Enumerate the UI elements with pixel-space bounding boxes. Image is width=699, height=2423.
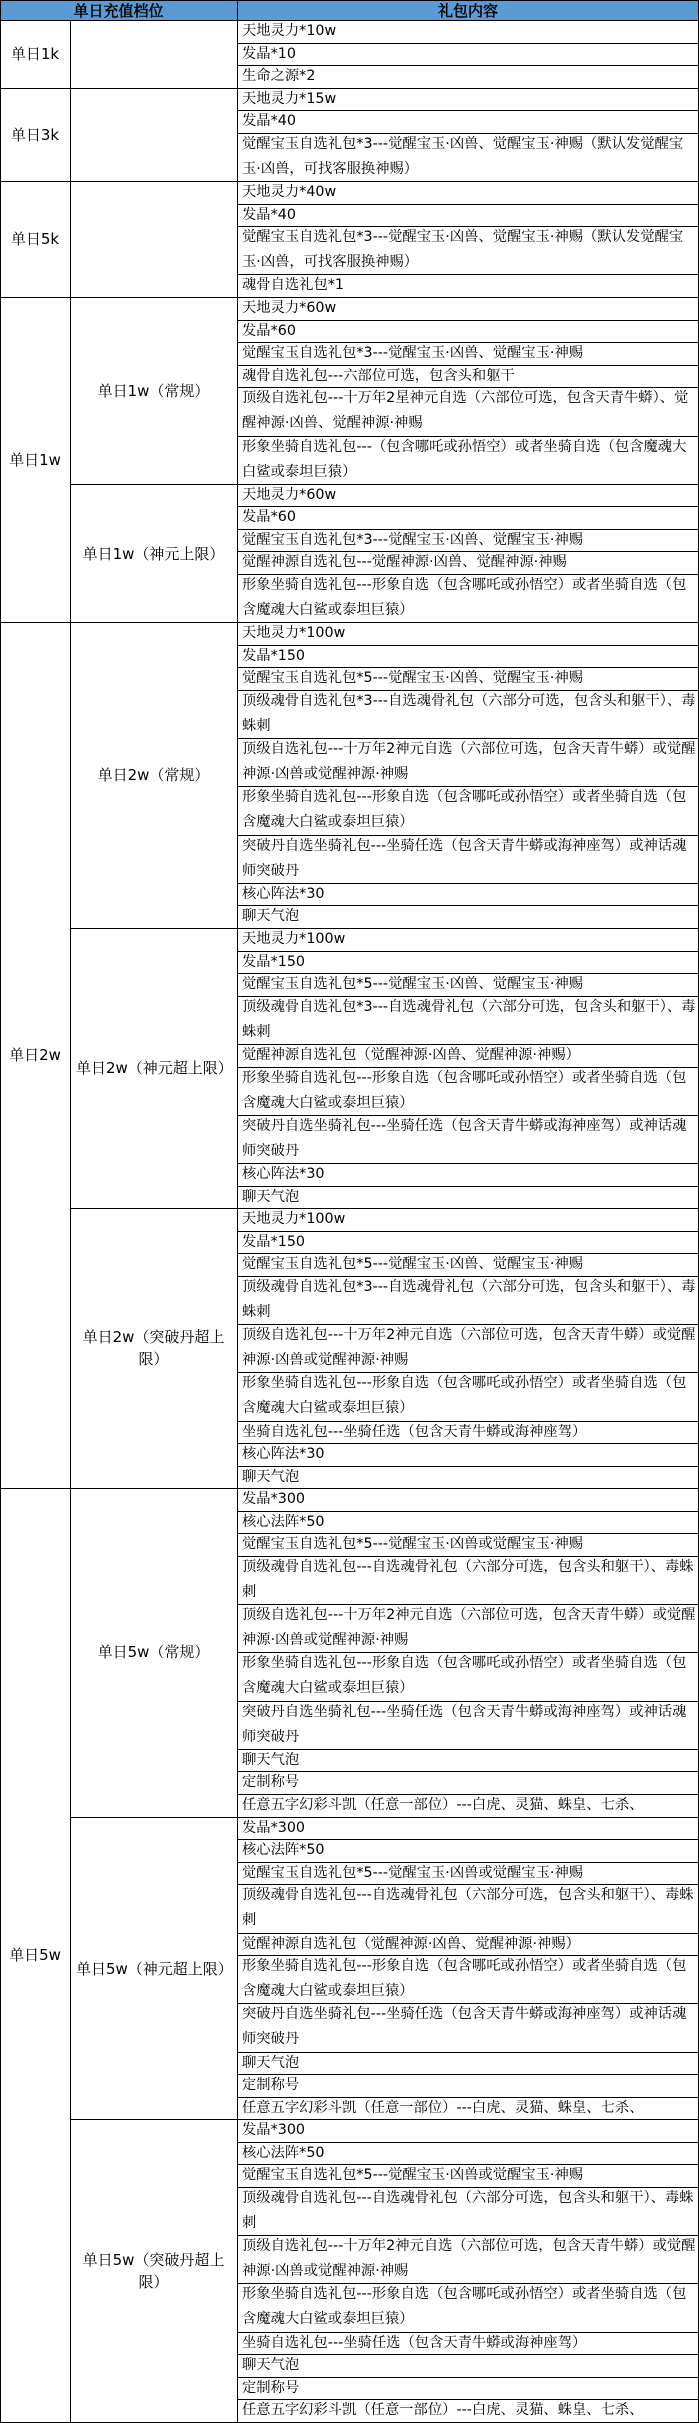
gift-item bbox=[237, 2235, 699, 2283]
grid-hline bbox=[237, 786, 699, 787]
tier-label: 单日3k bbox=[10, 125, 60, 144]
grid-vline bbox=[70, 297, 71, 622]
gift-item-text: 发晶*60 bbox=[242, 323, 296, 339]
gift-item bbox=[237, 1604, 699, 1652]
gift-item-text: 发晶*60 bbox=[242, 509, 296, 525]
sub-tier-label: 单日2w（突破丹超上限） bbox=[82, 1328, 225, 1368]
gift-item bbox=[237, 2142, 699, 2165]
grid-hline bbox=[70, 484, 699, 485]
gift-item-text: 核心法阵*50 bbox=[242, 2145, 325, 2161]
gift-item bbox=[237, 1253, 699, 1276]
gift-item bbox=[237, 928, 699, 951]
sub-tier-label: 单日1w（神元上限） bbox=[82, 544, 225, 563]
gift-item bbox=[237, 574, 699, 622]
gift-item bbox=[237, 1884, 699, 1932]
grid-hline bbox=[70, 1208, 699, 1209]
grid-hline bbox=[0, 20, 699, 21]
grid-hline bbox=[237, 133, 699, 134]
grid-hline bbox=[237, 110, 699, 111]
grid-hline bbox=[237, 1421, 699, 1422]
gift-item bbox=[237, 622, 699, 645]
sub-tier-label: 单日2w（常规） bbox=[97, 766, 210, 784]
gift-item-text: 天地灵力*15w bbox=[242, 91, 337, 107]
grid-hline bbox=[237, 951, 699, 952]
gift-item-text: 发晶*300 bbox=[242, 2122, 306, 2138]
grid-hline bbox=[237, 204, 699, 205]
gift-item bbox=[237, 1421, 699, 1444]
grid-hline bbox=[237, 2399, 699, 2400]
grid-hline bbox=[237, 1794, 699, 1795]
gift-item bbox=[237, 905, 699, 928]
sub-tier-label: 单日1w（常规） bbox=[97, 381, 210, 400]
gift-item bbox=[237, 667, 699, 690]
gift-item-text: 顶级自选礼包---十万年2神元自选（六部位可选，包含天青牛蟒）或觉醒神源·凶兽或觉醒神源·神赐 bbox=[242, 1607, 696, 1648]
gift-item-text: 觉醒神源自选礼包（觉醒神源·凶兽、觉醒神源·神赐） bbox=[242, 1936, 580, 1952]
grid-vline bbox=[70, 181, 71, 297]
gift-item bbox=[237, 529, 699, 552]
grid-hline bbox=[237, 1115, 699, 1116]
gift-item bbox=[237, 484, 699, 507]
gift-item bbox=[237, 110, 699, 133]
gift-item bbox=[237, 2399, 699, 2422]
tier-label: 单日1w bbox=[9, 450, 61, 469]
grid-hline bbox=[237, 1556, 699, 1557]
tier-label: 单日2w bbox=[9, 1046, 61, 1064]
gift-item-text: 发晶*150 bbox=[242, 954, 306, 970]
gift-item-text: 顶级魂骨自选礼包---自选魂骨礼包（六部分可选，包含头和躯干）、毒蛛刺 bbox=[242, 2190, 694, 2231]
gift-item-text: 觉醒神源自选礼包---觉醒神源·凶兽、觉醒神源·神赐 bbox=[242, 554, 567, 570]
gift-item-text: 聊天气泡 bbox=[242, 908, 300, 924]
grid-hline bbox=[237, 387, 699, 388]
grid-hline bbox=[237, 1466, 699, 1467]
grid-hline bbox=[237, 1884, 699, 1885]
gift-item-text: 发晶*300 bbox=[242, 1820, 306, 1836]
grid-hline bbox=[237, 65, 699, 66]
grid-hline bbox=[237, 1231, 699, 1232]
grid-hline bbox=[237, 1533, 699, 1534]
gift-item-text: 发晶*40 bbox=[242, 207, 296, 223]
gift-item-text: 坐骑自选礼包---坐骑任选（包含天青牛蟒或海神座驾） bbox=[242, 2335, 587, 2351]
gift-item-text: 发晶*10 bbox=[242, 46, 296, 62]
grid-vline bbox=[70, 622, 71, 1488]
header-content: 礼包内容 bbox=[237, 0, 699, 20]
sub-tier-label: 单日5w（突破丹超上限） bbox=[82, 2250, 225, 2291]
gift-item bbox=[237, 1115, 699, 1163]
gift-item-text: 觉醒宝玉自选礼包*5---觉醒宝玉·凶兽、觉醒宝玉·神赐 bbox=[242, 670, 584, 686]
gift-item-text: 发晶*40 bbox=[242, 113, 296, 129]
grid-hline bbox=[237, 506, 699, 507]
gift-item bbox=[237, 204, 699, 227]
gift-item bbox=[237, 2283, 699, 2331]
grid-hline bbox=[70, 928, 699, 929]
gift-item-text: 核心阵法*30 bbox=[242, 1446, 325, 1462]
gift-item-text: 顶级魂骨自选礼包*3---自选魂骨礼包（六部分可选，包含头和躯干）、毒蛛刺 bbox=[242, 1279, 696, 1320]
grid-hline bbox=[237, 2283, 699, 2284]
gift-item-text: 觉醒宝玉自选礼包*5---觉醒宝玉·凶兽或觉醒宝玉·神赐 bbox=[242, 1865, 584, 1881]
gift-item bbox=[237, 1701, 699, 1749]
grid-hline bbox=[237, 1372, 699, 1373]
gift-item-text: 聊天气泡 bbox=[242, 2357, 300, 2373]
gift-item-text: 核心法阵*50 bbox=[242, 1842, 325, 1858]
gift-item bbox=[237, 1163, 699, 1186]
gift-item-text: 突破丹自选坐骑礼包---坐骑任选（包含天青牛蟒或海神座驾）或神话魂师突破丹 bbox=[242, 2006, 687, 2047]
grid-hline bbox=[237, 274, 699, 275]
gift-item-text: 觉醒宝玉自选礼包*5---觉醒宝玉·凶兽或觉醒宝玉·神赐 bbox=[242, 1536, 584, 1552]
gift-item bbox=[237, 2052, 699, 2075]
gift-item bbox=[237, 1839, 699, 1862]
grid-hline bbox=[237, 2332, 699, 2333]
gift-item-text: 觉醒神源自选礼包（觉醒神源·凶兽、觉醒神源·神赐） bbox=[242, 1047, 580, 1063]
gift-item-text: 核心阵法*30 bbox=[242, 1166, 325, 1182]
gift-item-text: 觉醒宝玉自选礼包*3---觉醒宝玉·凶兽、觉醒宝玉·神赐 bbox=[242, 345, 584, 361]
gift-item-text: 任意五字幻彩斗凯（任意一部位）---白虎、灵猫、蛛皇、七杀、 bbox=[242, 1797, 644, 1813]
grid-hline bbox=[237, 996, 699, 997]
grid-hline bbox=[237, 1443, 699, 1444]
gift-item bbox=[237, 1652, 699, 1700]
gift-item-text: 任意五字幻彩斗凯（任意一部位）---白虎、灵猫、蛛皇、七杀、 bbox=[242, 2100, 644, 2116]
gift-item-text: 发晶*300 bbox=[242, 1491, 306, 1507]
grid-hline bbox=[237, 320, 699, 321]
gift-item-text: 天地灵力*10w bbox=[242, 23, 337, 39]
gift-item bbox=[237, 2003, 699, 2051]
grid-hline bbox=[237, 365, 699, 366]
gift-item bbox=[237, 551, 699, 574]
gift-item bbox=[237, 1208, 699, 1231]
grid-hline bbox=[237, 1067, 699, 1068]
gift-item bbox=[237, 1955, 699, 2003]
gift-item bbox=[237, 835, 699, 883]
grid-hline bbox=[237, 2377, 699, 2378]
grid-hline bbox=[237, 1749, 699, 1750]
grid-hline bbox=[237, 1163, 699, 1164]
gift-item bbox=[237, 690, 699, 738]
gift-item-text: 定制称号 bbox=[242, 2380, 300, 2396]
gift-item bbox=[237, 181, 699, 204]
gift-item-text: 觉醒宝玉自选礼包*5---觉醒宝玉·凶兽、觉醒宝玉·神赐 bbox=[242, 1256, 584, 1272]
gift-item bbox=[237, 2164, 699, 2187]
gift-item-text: 形象坐骑自选礼包---形象自选（包含哪吒或孙悟空）或者坐骑自选（包含魔魂大白鲨或泰坦巨猿） bbox=[242, 577, 687, 618]
grid-vline bbox=[70, 1488, 71, 2422]
grid-hline bbox=[237, 574, 699, 575]
header-tier: 单日充值档位 bbox=[0, 0, 237, 20]
grid-hline bbox=[237, 1933, 699, 1934]
gift-item-text: 核心阵法*30 bbox=[242, 886, 325, 902]
gift-item bbox=[237, 342, 699, 365]
gift-item bbox=[237, 65, 699, 88]
grid-hline bbox=[237, 1253, 699, 1254]
gift-item-text: 定制称号 bbox=[242, 1774, 300, 1790]
gift-item-text: 顶级自选礼包---十万年2神元自选（六部位可选，包含天青牛蟒）或觉醒神源·凶兽或觉醒神源·神赐 bbox=[242, 2238, 696, 2279]
tier-label: 单日5w bbox=[9, 1946, 61, 1964]
grid-hline bbox=[237, 1652, 699, 1653]
grid-hline bbox=[237, 1044, 699, 1045]
gift-item bbox=[237, 365, 699, 388]
grid-hline bbox=[237, 43, 699, 44]
gift-item-text: 坐骑自选礼包---坐骑任选（包含天青牛蟒或海神座驾） bbox=[242, 1424, 587, 1440]
grid-hline bbox=[237, 1511, 699, 1512]
gift-item-text: 形象坐骑自选礼包---形象自选（包含哪吒或孙悟空）或者坐骑自选（包含魔魂大白鲨或泰坦巨猿） bbox=[242, 2286, 687, 2327]
gift-item bbox=[237, 1556, 699, 1604]
grid-hline bbox=[237, 883, 699, 884]
gift-item-text: 形象坐骑自选礼包---形象自选（包含哪吒或孙悟空）或者坐骑自选（包含魔魂大白鲨或泰坦巨猿） bbox=[242, 1375, 687, 1416]
gift-item-text: 形象坐骑自选礼包---形象自选（包含哪吒或孙悟空）或者坐骑自选（包含魔魂大白鲨或泰坦巨猿） bbox=[242, 1070, 687, 1111]
gift-item bbox=[237, 1443, 699, 1466]
gift-item bbox=[237, 1749, 699, 1772]
gift-item-text: 突破丹自选坐骑礼包---坐骑任选（包含天青牛蟒或海神座驾）或神话魂师突破丹 bbox=[242, 1704, 687, 1745]
grid-hline bbox=[237, 1955, 699, 1956]
gift-item bbox=[237, 387, 699, 435]
grid-hline bbox=[237, 2074, 699, 2075]
gift-item-text: 天地灵力*60w bbox=[242, 487, 337, 503]
gift-item bbox=[237, 2074, 699, 2097]
gift-item bbox=[237, 1466, 699, 1489]
grid-hline bbox=[237, 973, 699, 974]
gift-item-text: 发晶*150 bbox=[242, 1234, 306, 1250]
gift-item bbox=[237, 1276, 699, 1324]
grid-hline bbox=[237, 905, 699, 906]
gift-item bbox=[237, 1862, 699, 1885]
sub-tier-label: 单日5w（神元超上限） bbox=[76, 1959, 233, 1978]
grid-hline bbox=[237, 1276, 699, 1277]
gift-item bbox=[237, 43, 699, 66]
gift-item bbox=[237, 506, 699, 529]
gift-item bbox=[237, 1186, 699, 1209]
grid-hline bbox=[237, 738, 699, 739]
gift-item-text: 聊天气泡 bbox=[242, 1469, 300, 1485]
gift-item-text: 觉醒宝玉自选礼包*3---觉醒宝玉·凶兽、觉醒宝玉·神赐（默认发觉醒宝玉·凶兽，可找客服换神赐） bbox=[242, 136, 684, 177]
gift-item bbox=[237, 2119, 699, 2142]
grid-hline bbox=[70, 2119, 699, 2120]
gift-item bbox=[237, 1794, 699, 1817]
gift-item bbox=[237, 320, 699, 343]
grid-vline bbox=[237, 0, 238, 2423]
grid-hline bbox=[237, 226, 699, 227]
gift-item-text: 形象坐骑自选礼包---（包含哪吒或孙悟空）或者坐骑自选（包含魔魂大白鲨或泰坦巨猿） bbox=[242, 439, 687, 480]
gift-item bbox=[237, 274, 699, 297]
gift-item bbox=[237, 297, 699, 320]
gift-item-text: 生命之源*2 bbox=[242, 68, 316, 84]
gift-item bbox=[237, 1771, 699, 1794]
tier-label: 单日5k bbox=[10, 230, 60, 248]
gift-item-text: 觉醒宝玉自选礼包*3---觉醒宝玉·凶兽、觉醒宝玉·神赐（默认发觉醒宝玉·凶兽，可找客服换神赐） bbox=[242, 229, 684, 270]
gift-item-text: 觉醒宝玉自选礼包*5---觉醒宝玉·凶兽或觉醒宝玉·神赐 bbox=[242, 2167, 584, 2183]
grid-hline bbox=[0, 1488, 699, 1489]
sub-tier-label: 单日2w（神元超上限） bbox=[76, 1059, 233, 1077]
tier-label: 单日1k bbox=[10, 45, 60, 63]
grid-hline bbox=[237, 551, 699, 552]
grid-vline bbox=[0, 0, 1, 2423]
gift-item bbox=[237, 1324, 699, 1372]
gift-item bbox=[237, 973, 699, 996]
gift-item-text: 聊天气泡 bbox=[242, 2055, 300, 2071]
gift-item-text: 觉醒宝玉自选礼包*5---觉醒宝玉·凶兽、觉醒宝玉·神赐 bbox=[242, 976, 584, 992]
grid-hline bbox=[0, 88, 699, 89]
gift-item bbox=[237, 2332, 699, 2355]
grid-hline bbox=[237, 1771, 699, 1772]
grid-hline bbox=[237, 2097, 699, 2098]
grid-hline bbox=[0, 181, 699, 182]
gift-item bbox=[237, 436, 699, 484]
sub-tier-label: 单日5w（常规） bbox=[97, 1643, 210, 1661]
gift-item bbox=[237, 20, 699, 43]
gift-item-text: 聊天气泡 bbox=[242, 1752, 300, 1768]
gift-item bbox=[237, 996, 699, 1044]
gift-item bbox=[237, 1533, 699, 1556]
gift-item-text: 顶级自选礼包---十万年2神元自选（六部位可选，包含天青牛蟒）或觉醒神源·凶兽或觉醒神源·神赐 bbox=[242, 1327, 696, 1368]
grid-hline bbox=[237, 690, 699, 691]
grid-hline bbox=[0, 0, 699, 1]
grid-hline bbox=[237, 645, 699, 646]
gift-item-text: 魂骨自选礼包---六部位可选，包含头和躯干 bbox=[242, 368, 515, 384]
gift-item bbox=[237, 88, 699, 111]
gift-item bbox=[237, 1067, 699, 1115]
gift-item bbox=[237, 786, 699, 834]
gift-item bbox=[237, 1511, 699, 1534]
gift-item bbox=[237, 1372, 699, 1420]
grid-hline bbox=[237, 1604, 699, 1605]
grid-hline bbox=[237, 667, 699, 668]
gift-item-text: 顶级魂骨自选礼包---自选魂骨礼包（六部分可选，包含头和躯干）、毒蛛刺 bbox=[242, 1887, 694, 1928]
gift-item-text: 天地灵力*100w bbox=[242, 625, 346, 641]
grid-hline bbox=[237, 1839, 699, 1840]
grid-hline bbox=[237, 436, 699, 437]
gift-item bbox=[237, 1817, 699, 1840]
gift-item-text: 聊天气泡 bbox=[242, 1189, 300, 1205]
gift-item-text: 任意五字幻彩斗凯（任意一部位）---白虎、灵猫、蛛皇、七杀、 bbox=[242, 2402, 644, 2418]
gift-item-text: 核心法阵*50 bbox=[242, 1514, 325, 1530]
gift-item bbox=[237, 2097, 699, 2120]
grid-hline bbox=[237, 1324, 699, 1325]
grid-hline bbox=[237, 342, 699, 343]
gift-item-text: 天地灵力*60w bbox=[242, 300, 337, 316]
gift-item-text: 顶级自选礼包---十万年2神元自选（六部位可选，包含天青牛蟒）或觉醒神源·凶兽或觉醒神源·神赐 bbox=[242, 741, 696, 782]
grid-hline bbox=[237, 2052, 699, 2053]
gift-item-text: 觉醒宝玉自选礼包*3---觉醒宝玉·凶兽、觉醒宝玉·神赐 bbox=[242, 532, 584, 548]
gift-item bbox=[237, 2187, 699, 2235]
gift-item bbox=[237, 1231, 699, 1254]
gift-item bbox=[237, 2354, 699, 2377]
gift-item bbox=[237, 133, 699, 181]
grid-hline bbox=[0, 622, 699, 623]
gift-item bbox=[237, 1933, 699, 1956]
grid-hline bbox=[237, 835, 699, 836]
gift-item-text: 天地灵力*100w bbox=[242, 1211, 346, 1227]
gift-item-text: 魂骨自选礼包*1 bbox=[242, 277, 345, 293]
gift-item bbox=[237, 1044, 699, 1067]
gift-item bbox=[237, 1488, 699, 1511]
gift-item-text: 突破丹自选坐骑礼包---坐骑任选（包含天青牛蟒或海神座驾）或神话魂师突破丹 bbox=[242, 1118, 687, 1159]
grid-hline bbox=[0, 297, 699, 298]
gift-item-text: 突破丹自选坐骑礼包---坐骑任选（包含天青牛蟒或海神座驾）或神话魂师突破丹 bbox=[242, 838, 687, 879]
grid-vline bbox=[70, 88, 71, 181]
grid-hline bbox=[237, 529, 699, 530]
gift-item bbox=[237, 738, 699, 786]
grid-hline bbox=[237, 2164, 699, 2165]
grid-hline bbox=[237, 1701, 699, 1702]
grid-hline bbox=[237, 1862, 699, 1863]
gift-item bbox=[237, 883, 699, 906]
gift-item-text: 定制称号 bbox=[242, 2077, 300, 2093]
gift-item-text: 顶级魂骨自选礼包*3---自选魂骨礼包（六部分可选，包含头和躯干）、毒蛛刺 bbox=[242, 999, 696, 1040]
gift-item bbox=[237, 645, 699, 668]
gift-item-text: 形象坐骑自选礼包---形象自选（包含哪吒或孙悟空）或者坐骑自选（包含魔魂大白鲨或泰坦巨猿） bbox=[242, 789, 687, 830]
gift-item-text: 顶级魂骨自选礼包---自选魂骨礼包（六部分可选，包含头和躯干）、毒蛛刺 bbox=[242, 1559, 694, 1600]
gift-item bbox=[237, 2377, 699, 2400]
grid-hline bbox=[237, 2187, 699, 2188]
grid-hline bbox=[237, 2142, 699, 2143]
grid-hline bbox=[237, 2003, 699, 2004]
gift-item bbox=[237, 951, 699, 974]
grid-hline bbox=[237, 2235, 699, 2236]
grid-vline bbox=[70, 20, 71, 88]
gift-item-text: 形象坐骑自选礼包---形象自选（包含哪吒或孙悟空）或者坐骑自选（包含魔魂大白鲨或泰坦巨猿） bbox=[242, 1655, 687, 1696]
gift-item-text: 发晶*150 bbox=[242, 648, 306, 664]
gift-item-text: 顶级自选礼包---十万年2星神元自选（六部位可选，包含天青牛蟒）、觉醒神源·凶兽、觉醒神源·神赐 bbox=[242, 390, 689, 431]
grid-hline bbox=[237, 1186, 699, 1187]
grid-hline bbox=[70, 1817, 699, 1818]
gift-item-text: 顶级魂骨自选礼包*3---自选魂骨礼包（六部分可选，包含头和躯干）、毒蛛刺 bbox=[242, 693, 696, 734]
gift-item-text: 形象坐骑自选礼包---形象自选（包含哪吒或孙悟空）或者坐骑自选（包含魔魂大白鲨或泰坦巨猿） bbox=[242, 1958, 687, 1999]
gift-item bbox=[237, 226, 699, 274]
grid-hline bbox=[237, 2354, 699, 2355]
gift-item-text: 天地灵力*40w bbox=[242, 184, 337, 200]
gift-item-text: 天地灵力*100w bbox=[242, 931, 346, 947]
